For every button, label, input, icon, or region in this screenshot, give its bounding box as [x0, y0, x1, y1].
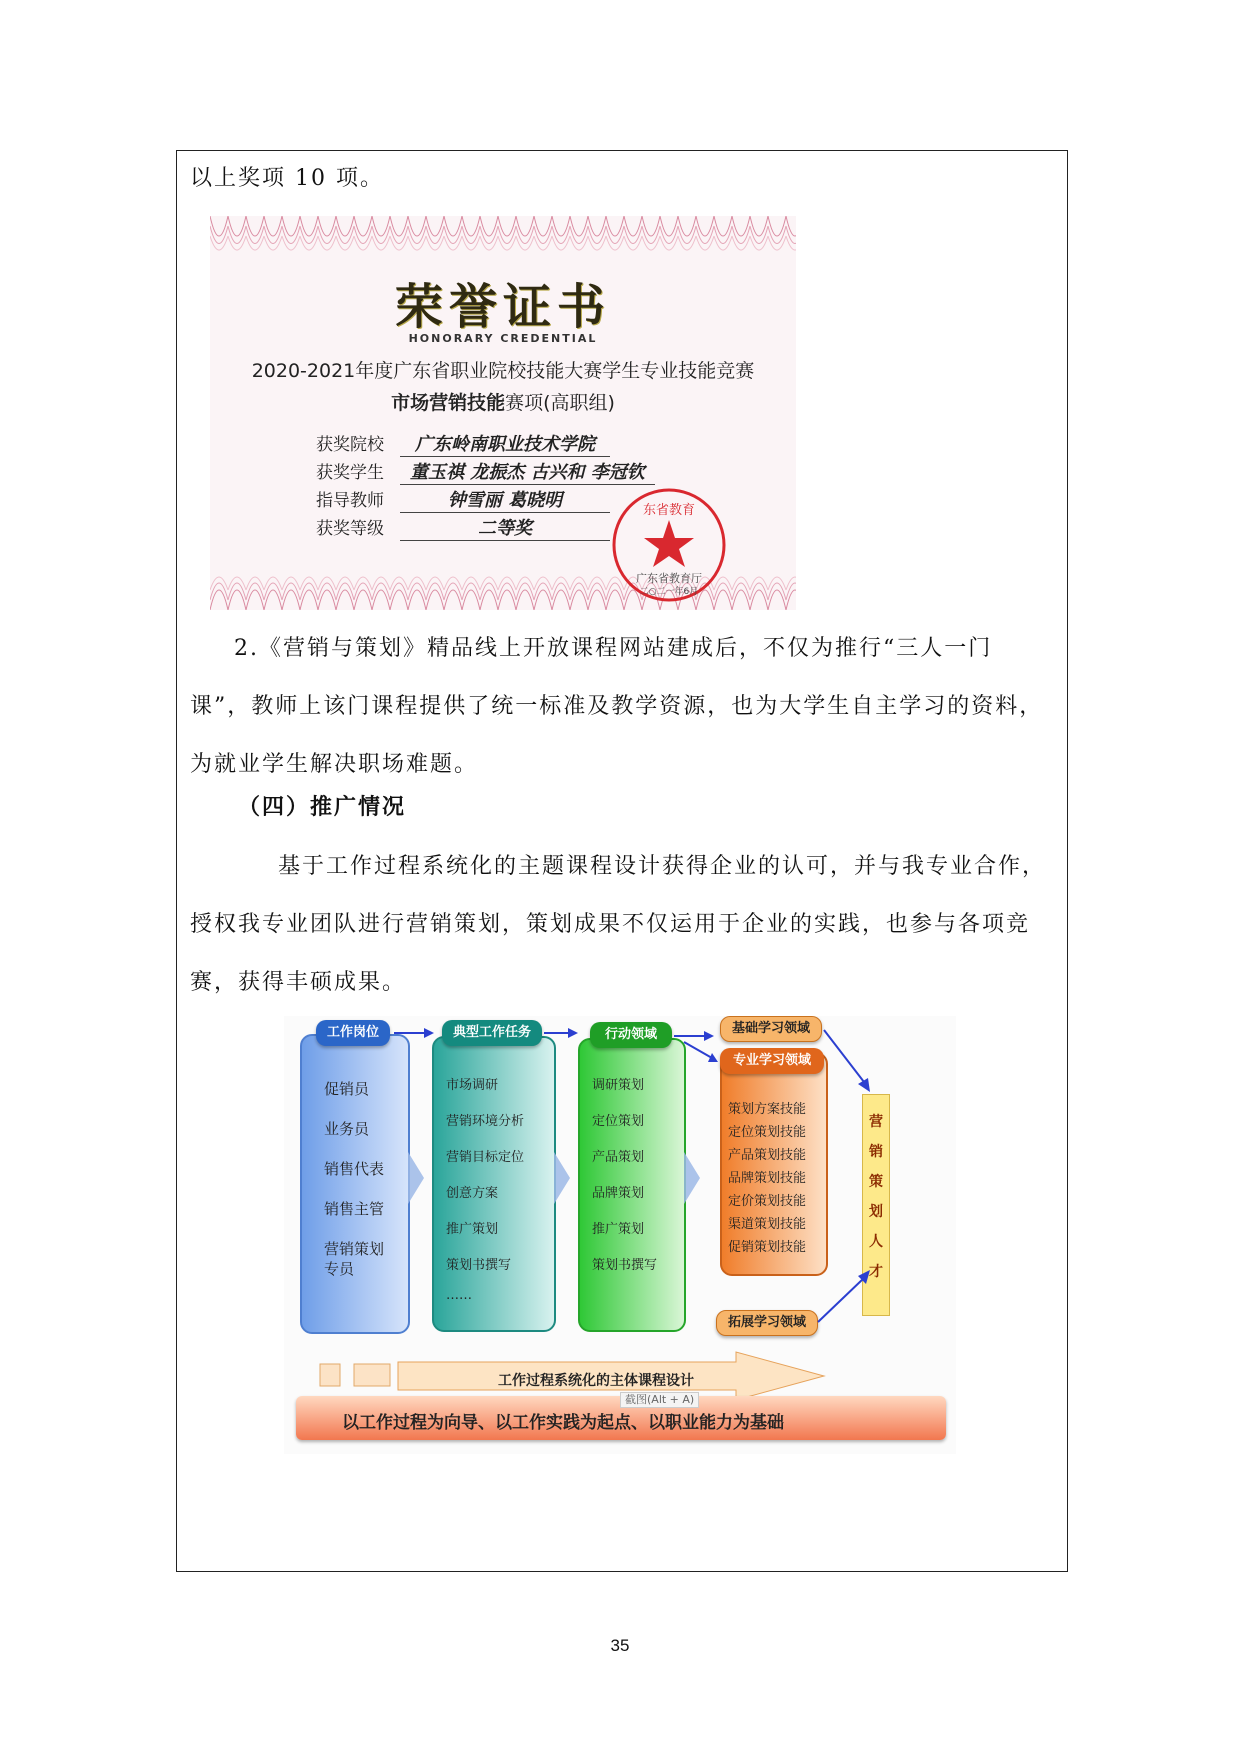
certificate-track-name: 市场营销技能 — [391, 392, 506, 414]
paragraph-promotion: 基于工作过程系统化的主题课程设计获得企业的认可，并与我专业合作，授权我专业团队进行营销策划，策划成果不仅运用于企业的实践，也参与各项竞赛，获得丰硕成果。 — [190, 854, 1047, 995]
task-item: 创意方案 — [446, 1186, 499, 1201]
certificate-track-suffix: 赛项(高职组) — [505, 392, 615, 414]
certificate-track — [210, 388, 796, 415]
task-item: 营销目标定位 — [446, 1150, 525, 1165]
task-item: 推广策划 — [446, 1222, 499, 1237]
certificate-row-grade: 获奖等级 二等奖 — [316, 514, 610, 541]
certificate-title-english: HONORARY CREDENTIAL — [408, 332, 598, 345]
task-item: 策划书撰写 — [446, 1258, 512, 1273]
action-item: 调研策划 — [592, 1078, 645, 1093]
action-item: 定位策划 — [592, 1114, 645, 1129]
action-item: 品牌策划 — [592, 1186, 645, 1201]
column-typical-tasks-title: 典型工作任务 — [442, 1020, 542, 1046]
skill-item: 促销策划技能 — [728, 1240, 807, 1255]
skill-item: 产品策划技能 — [728, 1148, 807, 1163]
svg-text:二○二一年6月: 二○二一年6月 — [639, 587, 699, 597]
job-item: 营销策划 — [324, 1240, 385, 1258]
marketing-talent-result: 营销策划人才 — [862, 1094, 890, 1316]
course-design-diagram — [284, 1016, 956, 1454]
guilloche-top-decoration — [210, 216, 796, 266]
job-item: 销售代表 — [324, 1160, 385, 1178]
job-item: 销售主管 — [324, 1200, 385, 1218]
chevron-right-icon — [554, 1152, 570, 1204]
task-item: …… — [446, 1288, 472, 1303]
svg-text:东省教育: 东省教育 — [642, 503, 696, 518]
job-item: 专员 — [324, 1260, 355, 1278]
chevron-right-icon — [408, 1152, 424, 1204]
course-design-arrow-label: 工作过程系统化的主体课程设计 — [498, 1373, 694, 1389]
skill-item: 定价策划技能 — [728, 1194, 807, 1209]
job-item: 业务员 — [324, 1120, 370, 1138]
screenshot-tooltip: 截图(Alt + A) — [620, 1392, 699, 1408]
job-item: 促销员 — [324, 1080, 370, 1098]
basic-learning-domain-label: 基础学习领域 — [720, 1016, 822, 1042]
paragraph-course-website: 2.《营销与策划》精品线上开放课程网站建成后，不仅为推行“三人一门课”，教师上该门课程提供了统一标准及教学资源，也为大学生自主学习的资料，为就业学生解决职场难题。 — [190, 636, 1044, 777]
certificate-row-students: 获奖学生 董玉祺 龙振杰 古兴和 李冠钦 — [316, 458, 655, 485]
action-item: 推广策划 — [592, 1222, 645, 1237]
task-item: 市场调研 — [446, 1078, 499, 1093]
svg-text:广东省教育厅: 广东省教育厅 — [636, 572, 702, 585]
column-action-domains-title: 行动领域 — [590, 1022, 672, 1048]
column-professional-learning-title: 专业学习领域 — [720, 1048, 824, 1074]
task-item: 营销环境分析 — [446, 1114, 525, 1129]
intro-line: 以上奖项 10 项。 — [190, 166, 384, 191]
extended-learning-domain-label: 拓展学习领域 — [716, 1310, 818, 1336]
foundation-banner-text: 以工作过程为向导、以工作实践为起点、以职业能力为基础 — [342, 1413, 784, 1433]
action-item: 策划书撰写 — [592, 1258, 658, 1273]
chevron-right-icon — [684, 1152, 700, 1204]
certificate-title: 荣誉证书 — [394, 279, 611, 335]
certificate-row-teachers: 指导教师 钟雪丽 葛晓明 — [316, 486, 610, 513]
skill-item: 定位策划技能 — [728, 1125, 807, 1140]
skill-item: 渠道策划技能 — [728, 1217, 807, 1232]
skill-item: 品牌策划技能 — [728, 1171, 807, 1186]
action-item: 产品策划 — [592, 1150, 645, 1165]
column-job-positions-title: 工作岗位 — [316, 1020, 390, 1046]
certificate-row-school: 获奖院校 广东岭南职业技术学院 — [316, 430, 610, 457]
skill-item: 策划方案技能 — [728, 1102, 807, 1117]
page-number: 35 — [610, 1636, 630, 1655]
certificate-event: 2020-2021年度广东省职业院校技能大赛学生专业技能竞赛 — [251, 360, 755, 382]
section-heading: （四）推广情况 — [238, 795, 407, 820]
honor-certificate-image — [210, 216, 796, 610]
official-seal-stamp — [610, 486, 728, 604]
